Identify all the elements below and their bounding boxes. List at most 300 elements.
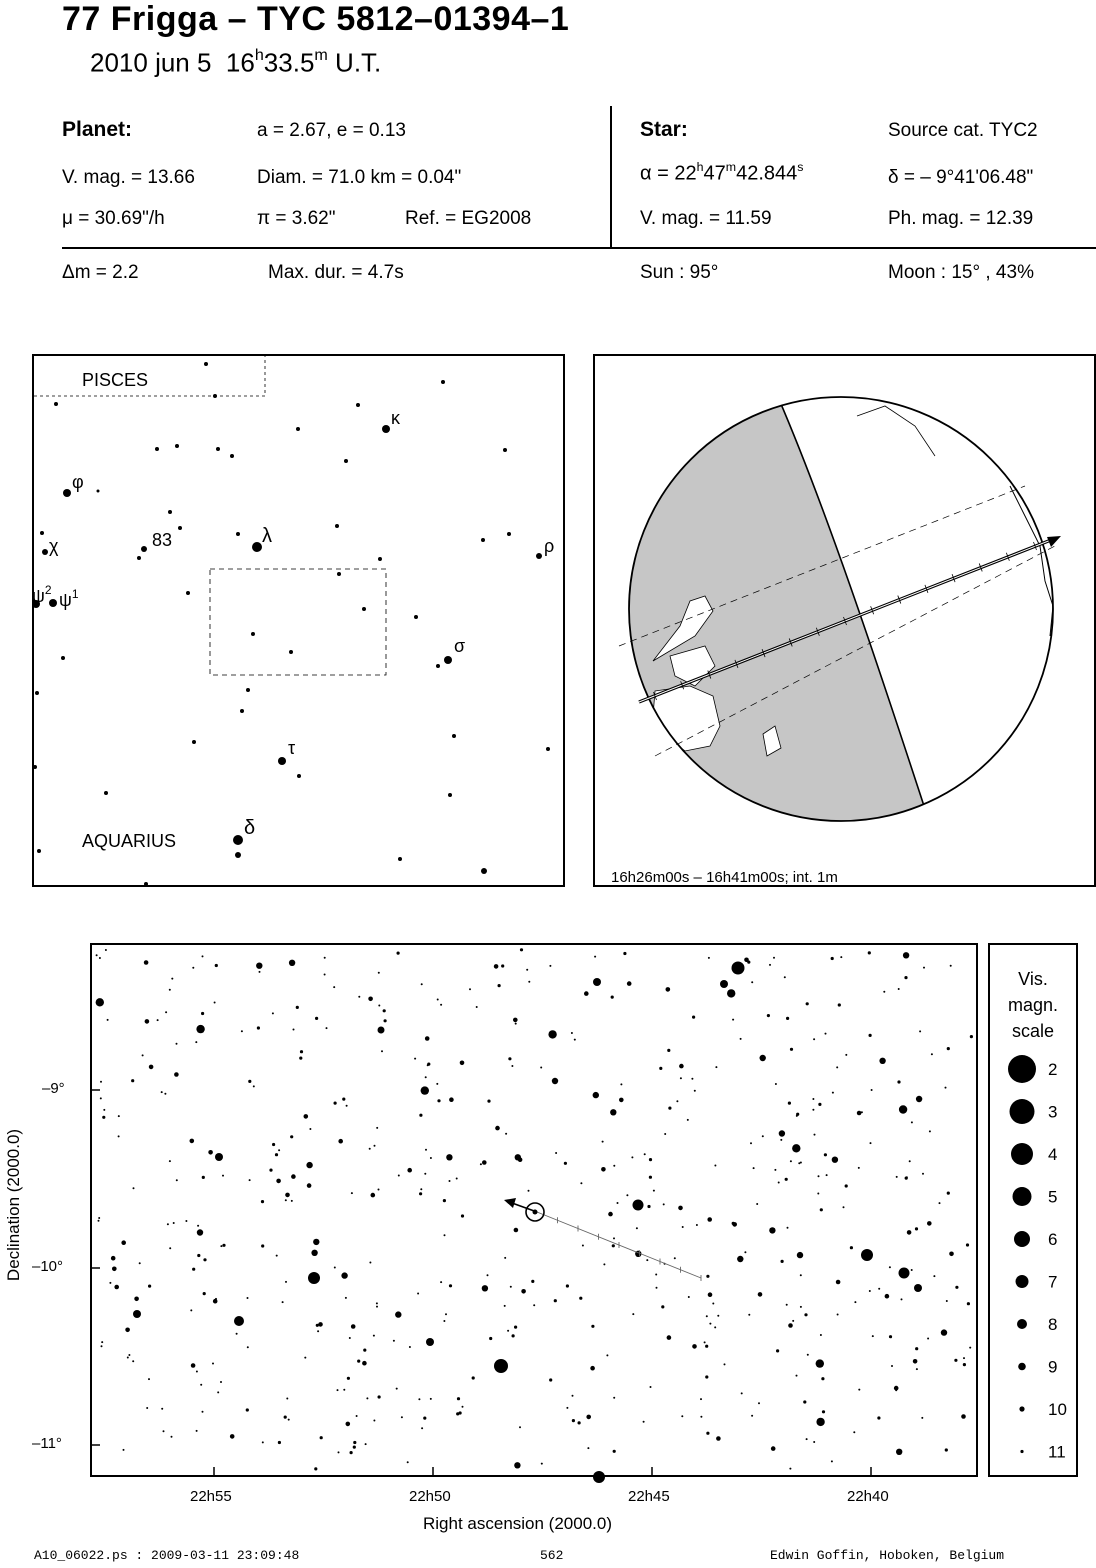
detail-star [531,1280,534,1283]
footer-author: Edwin Goffin, Hoboken, Belgium [770,1548,1005,1563]
detail-star [253,1085,255,1087]
detail-star [911,1121,913,1123]
ytick-label-9: –9° [42,1080,65,1097]
detail-star [871,1089,873,1091]
detail-star [717,1315,719,1317]
detail-star [804,1313,807,1316]
detail-star [111,1256,116,1261]
detail-star [528,981,530,983]
detail-star [241,1030,243,1032]
detail-star [786,1017,789,1020]
finder-star [536,553,542,559]
detail-star [904,976,907,979]
detail-star [744,1251,746,1253]
detail-star [333,986,335,988]
detail-star [346,1422,351,1427]
detail-star [649,1176,652,1179]
detail-star [694,1090,696,1092]
sun-elongation: Sun : 95° [640,262,719,283]
detail-star [173,1222,175,1224]
detail-star [418,1398,420,1400]
detail-star [732,1222,737,1227]
finder-star [507,532,511,536]
detail-star [674,1257,676,1259]
detail-star [272,1143,275,1146]
detail-star [861,1111,863,1113]
star-vmag: V. mag. = 11.59 [640,208,772,229]
detail-star [636,1227,638,1229]
label-chi: χ [49,536,59,556]
detail-star [102,1116,105,1119]
label-lambda: λ [262,525,272,547]
detail-star [541,1463,543,1465]
detail-star [619,1098,624,1103]
finder-star [278,757,286,765]
detail-star [430,1398,432,1400]
detail-star [288,1419,290,1421]
detail-star [520,948,523,951]
detail-star [362,1361,367,1366]
detail-star [789,1468,791,1470]
detail-star [821,1377,824,1380]
detail-star [414,1058,416,1060]
detail-star [687,1119,689,1121]
detail-star [776,1349,779,1352]
detail-star [378,972,380,974]
detail-star [395,1311,401,1317]
label-psi2: $\psi^2$ [32,583,52,606]
mag-scale-value: 8 [1048,1315,1058,1334]
detail-star [714,1326,716,1328]
detail-star [806,1002,809,1005]
detail-star [304,1114,309,1119]
detail-star-bright [732,962,745,975]
detail-star [727,989,735,997]
detail-star [632,1313,634,1315]
finder-star [337,572,341,576]
detail-star [278,1149,280,1151]
detail-star [969,1347,971,1349]
detail-star [574,1039,576,1041]
detail-star [767,1014,770,1017]
detail-star [838,1003,841,1006]
detail-star [449,1284,452,1287]
detail-star [566,1284,569,1287]
detail-star [824,1153,827,1156]
detail-star [290,1135,293,1138]
detail-star [825,1033,827,1035]
detail-star [148,1378,150,1380]
detail-star [215,1298,217,1300]
detail-star [342,1098,345,1101]
label-83: 83 [152,530,173,550]
detail-star [709,1323,711,1325]
detail-star [376,1127,378,1129]
ra-s-unit: s [797,160,804,174]
detail-star [611,996,614,999]
detail-star [870,1142,872,1144]
detail-star [217,1391,219,1393]
finder-star [178,526,182,530]
finder-star [546,747,550,751]
detail-star [145,1019,150,1024]
detail-star [800,1306,802,1308]
detail-star [947,1192,950,1195]
detail-star [812,1098,814,1100]
detail-star [101,1345,103,1347]
detail-star [103,1109,105,1111]
detail-star [750,1142,752,1144]
detail-star [357,1360,360,1363]
detail-star [171,1436,173,1438]
magnitude-scale [988,943,1078,1477]
finder-star [104,791,108,795]
detail-star [192,1268,195,1271]
detail-star [644,1153,646,1155]
detail-star [146,1407,148,1409]
detail-star [507,1330,509,1332]
detail-star [334,1267,336,1269]
detail-star [659,1067,662,1070]
finder-star [240,709,244,713]
occulted-star [533,1210,538,1215]
detail-star [667,1335,672,1340]
detail-star [369,1148,371,1150]
detail-star [320,1436,323,1439]
mag-scale-entries [1008,1055,1067,1462]
detail-star [778,1182,780,1184]
detail-star [803,1400,806,1403]
detail-star [897,1080,900,1083]
detail-star [706,1275,709,1278]
mag-scale-svg [990,945,1076,1475]
detail-star [691,1078,693,1080]
detail-star [631,1156,633,1158]
detail-star [741,1392,743,1394]
planet-diameter: Diam. = 71.0 km = 0.04" [257,167,462,188]
detail-star [521,1289,526,1294]
detail-star [786,1304,788,1306]
detail-star [647,1205,650,1208]
detail-star [161,1091,163,1093]
detail-star-bright [914,1284,922,1292]
detail-star [504,1305,506,1307]
finder-star [356,403,360,407]
detail-star [682,1226,684,1228]
detail-star-chart [90,943,978,1477]
detail-star-bright [720,980,728,988]
detail-star [831,1460,833,1462]
detail-star [284,1416,287,1419]
detail-star [373,1420,375,1422]
detail-star-bright [861,1249,873,1261]
detail-star [820,1208,823,1211]
detail-star [667,988,670,991]
star-dec: δ = – 9°41'06.48" [888,167,1034,188]
detail-star [369,1262,371,1264]
detail-star [895,1389,897,1391]
detail-star [421,983,423,985]
minute-unit: m [314,46,328,64]
earth-globe-panel [593,354,1096,887]
detail-star [425,1149,427,1151]
detail-star [272,1012,274,1014]
detail-star [353,1446,356,1449]
detail-star [315,1017,318,1020]
detail-star-bright [215,1153,223,1161]
detail-star [98,1220,100,1222]
detail-star [424,1173,426,1175]
detail-star [326,1027,328,1029]
ytick-label-11: –11° [32,1435,62,1452]
detail-star [915,1347,918,1350]
detail-star [714,1165,716,1167]
finder-star [233,835,243,845]
detail-star [495,1126,500,1131]
detail-star [732,1019,734,1021]
finder-star [297,774,301,778]
detail-star [427,1064,429,1066]
finder-star [344,459,348,463]
constellation-aquarius: AQUARIUS [82,831,177,851]
detail-star [913,1359,918,1364]
finder-star [481,868,487,874]
detail-star [906,1176,908,1178]
detail-star [858,1167,860,1169]
detail-star [100,1081,102,1083]
detail-star [798,1162,800,1164]
detail-star [656,1287,658,1289]
detail-star [196,1371,198,1373]
detail-star [869,1034,872,1037]
detail-star-bright [308,1272,320,1284]
detail-star [593,1092,599,1098]
detail-star [202,1411,204,1413]
time-suffix: U.T. [327,47,382,78]
detail-star [197,1225,199,1227]
detail-star [858,1389,860,1391]
detail-star [869,1290,871,1292]
detail-star [476,1006,478,1008]
detail-star [196,1025,204,1033]
detail-star [378,1189,380,1191]
detail-star [440,1004,442,1006]
star-ra [640,160,803,186]
detail-star [781,1260,784,1263]
detail-star [737,1256,743,1262]
detail-star [696,1224,698,1226]
detail-star [931,1053,933,1055]
detail-star [549,965,551,967]
detail-star [927,1221,932,1226]
detail-star [511,1065,513,1067]
detail-star [916,1368,918,1370]
detail-star [437,999,439,1001]
detail-star [769,1227,775,1233]
detail-star [353,1441,356,1444]
detail-star [708,957,710,959]
detail-star [132,1360,134,1362]
detail-star [818,1103,821,1106]
detail-star [127,1357,129,1359]
detail-star [338,1139,343,1144]
detail-star [212,1363,214,1365]
detail-star [692,1344,697,1349]
detail-star [374,1145,376,1147]
detail-star [692,1016,695,1019]
detail-star [661,1305,664,1308]
detail-star [949,1252,954,1257]
detail-star [363,1349,366,1352]
detail-star [792,1144,800,1152]
detail-star [748,1314,750,1316]
detail-star-bright [426,1338,434,1346]
finder-star [503,448,507,452]
detail-star [133,1187,135,1189]
detail-star [580,1182,582,1184]
finder-star [236,532,240,536]
detail-star [311,1250,317,1256]
detail-star [259,971,261,973]
detail-star [324,957,326,959]
detail-star [788,1102,791,1105]
finder-star [97,490,100,493]
detail-star [261,1244,264,1247]
detail-star [401,1416,403,1418]
detail-star [256,963,262,969]
detail-star [706,1315,708,1317]
detail-star [368,997,373,1002]
detail-star [555,1152,557,1154]
detail-star [620,1083,622,1085]
detail-star [196,1430,198,1432]
detail-star [446,1154,452,1160]
ra-minutes: 47 [703,162,726,185]
detail-star [857,1111,862,1116]
ra-h-unit: h [696,160,704,174]
detail-star [444,1234,446,1236]
detail-star [498,984,501,987]
mag-scale-value: 5 [1048,1187,1058,1207]
detail-star [837,1314,839,1316]
finder-star [49,599,57,607]
detail-star [215,964,218,967]
mag-scale-dot [1011,1143,1033,1165]
detail-star [564,1162,567,1165]
detail-star [307,1183,312,1188]
detail-star [118,1115,120,1117]
star-source: Source cat. TYC2 [888,120,1038,141]
detail-star [356,1415,358,1417]
mag-scale-value: 7 [1048,1272,1058,1292]
detail-star [494,964,499,969]
detail-star [762,1135,764,1137]
detail-star [195,1041,197,1043]
detail-star [384,1019,387,1022]
detail-star [899,1105,907,1113]
detail-star [437,1099,440,1102]
planet-vmag: V. mag. = 13.66 [62,167,195,188]
detail-star [371,1193,376,1198]
detail-star [480,1163,482,1165]
detail-star [911,1269,913,1271]
detail-star [409,1346,411,1348]
globe-svg [595,356,1094,885]
detail-star [903,952,909,958]
finder-star [296,427,300,431]
detail-star [191,1363,196,1368]
ra-seconds: 42.844 [736,162,798,185]
finder-star [246,688,250,692]
detail-star [286,1398,288,1400]
detail-star [950,965,952,967]
detail-star [845,1054,847,1056]
detail-star [716,1436,721,1441]
mag-scale-value: 3 [1048,1102,1058,1122]
detail-star [472,1376,475,1379]
detail-star [715,1066,717,1068]
detail-star [909,1160,911,1162]
finder-star [186,591,190,595]
detail-star [230,1434,235,1439]
detail-star [304,1357,306,1359]
finder-star [35,691,39,695]
detail-star [613,1237,615,1239]
detail-star [169,989,171,991]
detail-star [878,1288,880,1290]
finder-star [362,607,366,611]
detail-star [813,1441,815,1443]
detail-star [222,1175,224,1177]
detail-star [121,1240,126,1245]
mag-scale-dot [1010,1099,1035,1124]
table-rule [62,247,1096,249]
event-datetime [90,46,381,78]
detail-star [540,1067,542,1069]
label-rho: ρ [544,536,555,556]
finder-star [141,546,147,552]
detail-star [197,1254,200,1257]
detail-star [192,967,194,969]
detail-star [347,1377,350,1380]
detail-star [397,952,400,955]
detail-star [528,1190,530,1192]
detail-star [758,1292,763,1297]
detail-star [775,1083,777,1085]
detail-star [101,1341,103,1343]
detail-star [309,1128,311,1130]
detail-star [601,1167,606,1172]
detail-star [443,1199,446,1202]
detail-star [817,1193,819,1195]
detail-star [826,1174,828,1176]
detail-star [807,1354,809,1356]
detail-star [165,1011,167,1013]
detail-star [814,1134,816,1136]
detail-star [740,1038,742,1040]
detail-star [296,1006,299,1009]
finder-chart-svg [34,356,563,885]
detail-star [946,1300,948,1302]
planet-orbit: a = 2.67, e = 0.13 [257,120,406,141]
detail-star [571,1032,573,1034]
hour-unit: h [254,46,264,64]
detail-star [533,1304,535,1306]
detail-star [169,1160,171,1162]
detail-star [773,957,775,959]
detail-star [99,957,101,959]
detail-star [664,1133,666,1135]
